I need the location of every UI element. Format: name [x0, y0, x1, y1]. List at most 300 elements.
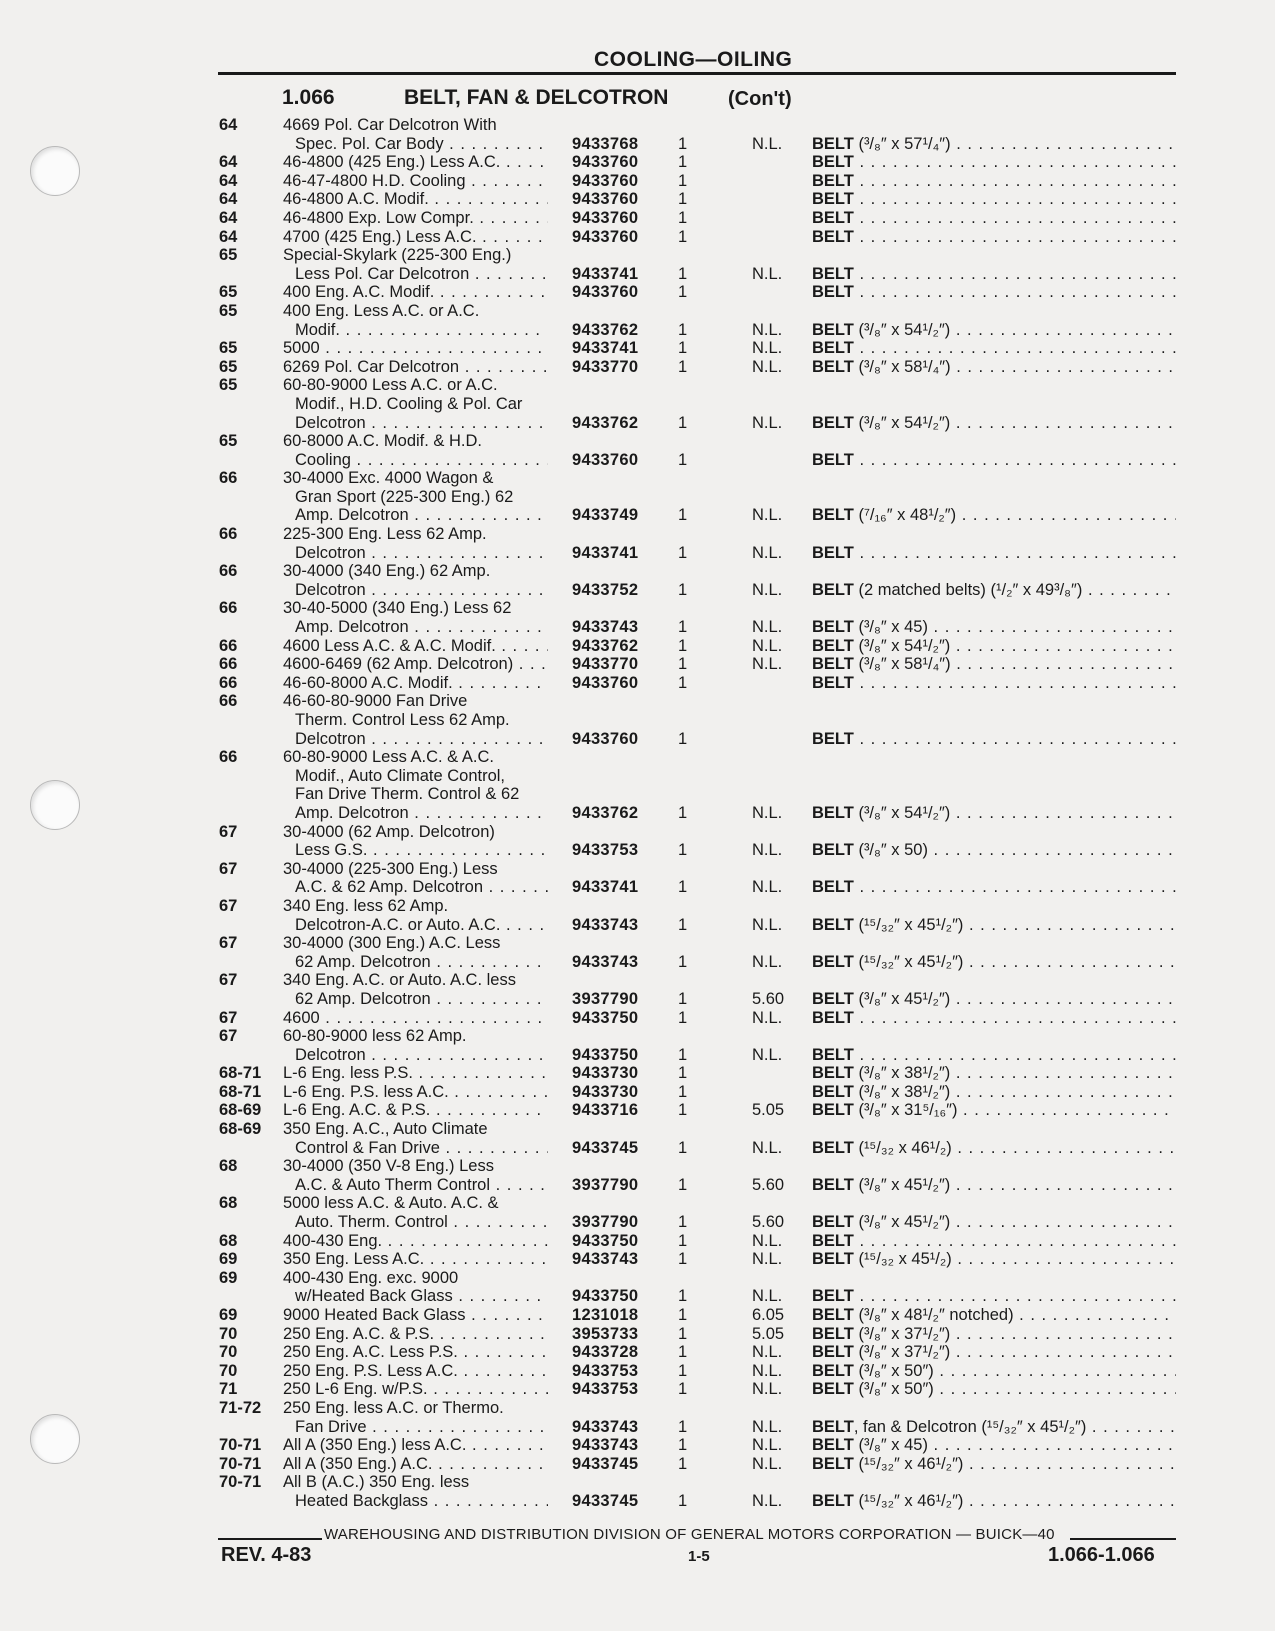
application-description: 4600-6469 (62 Amp. Delcotron) . . . — [283, 655, 548, 673]
item-description: BELT (³/₈″ x 54¹/₂″) . . . — [812, 804, 1176, 822]
description-cell — [283, 1306, 548, 1325]
item-cell — [812, 1492, 1176, 1511]
description-cell — [295, 451, 548, 470]
application-description: L-6 Eng. less P.S. . . . — [283, 1064, 548, 1082]
application-description: 5000 less A.C. & Auto. A.C. & — [283, 1194, 499, 1213]
description-cell — [283, 1120, 548, 1139]
quantity: 1 — [678, 636, 688, 655]
application-description: 350 Eng. Less A.C. . . . — [283, 1250, 548, 1268]
item-cell — [812, 1139, 1176, 1158]
application-description: 46-60-80-9000 Fan Drive — [283, 692, 468, 711]
description-cell — [283, 674, 548, 693]
table-row — [0, 599, 1275, 618]
quantity: 1 — [678, 1287, 688, 1306]
table-row — [0, 469, 1275, 488]
quantity: 1 — [678, 1306, 688, 1324]
part-number: 9433750 — [572, 1008, 639, 1027]
application-description: 30-4000 Exc. 4000 Wagon & — [283, 469, 494, 488]
quantity: 1 — [678, 673, 688, 692]
item-cell — [812, 172, 1176, 191]
quantity: 1 — [678, 227, 688, 246]
model-year: 68-69 — [219, 1101, 262, 1120]
item-cell — [812, 1418, 1176, 1437]
price: N.L. — [752, 134, 783, 153]
item-keyword: BELT — [812, 283, 854, 302]
description-cell — [295, 1213, 548, 1232]
application-description: 400 Eng. Less A.C. or A.C. — [283, 301, 480, 320]
quantity: 1 — [678, 190, 688, 209]
table-row — [0, 823, 1275, 842]
item-keyword: BELT — [812, 729, 854, 748]
table-row — [0, 1083, 1275, 1102]
table-row — [0, 1194, 1275, 1213]
item-cell — [812, 1232, 1176, 1251]
quantity: 1 — [678, 450, 688, 469]
item-keyword: BELT — [812, 357, 854, 376]
description-cell — [283, 1157, 548, 1176]
item-description: BELT (³/₈″ x 38¹/₂″) . . . — [812, 1083, 1176, 1101]
description-cell — [283, 1064, 548, 1083]
table-row — [0, 246, 1275, 265]
group-number: 1.066 — [282, 86, 335, 109]
item-description: BELT (³/₈″ x 50) . . . — [812, 841, 1176, 859]
footer-rule-left — [218, 1538, 322, 1540]
application-description: 62 Amp. Delcotron . . . — [295, 990, 548, 1008]
model-year: 64 — [219, 208, 238, 227]
quantity: 1 — [678, 543, 688, 562]
description-cell — [283, 358, 548, 377]
description-cell — [283, 1473, 548, 1492]
application-description: 4700 (425 Eng.) Less A.C. . . . — [283, 228, 548, 246]
price: N.L. — [752, 1250, 783, 1269]
price: N.L. — [752, 1361, 783, 1380]
item-cell — [812, 1455, 1176, 1474]
table-row — [0, 1232, 1275, 1251]
table-row — [0, 321, 1275, 340]
description-cell — [283, 1232, 548, 1251]
model-year: 68-69 — [219, 1120, 262, 1139]
table-row — [0, 1436, 1275, 1455]
table-row — [0, 190, 1275, 209]
application-description: 9000 Heated Back Glass . . . — [283, 1306, 548, 1324]
table-row — [0, 414, 1275, 433]
table-row — [0, 209, 1275, 228]
application-description: 60-8000 A.C. Modif. & H.D. — [283, 432, 483, 451]
part-number: 9433760 — [572, 729, 639, 748]
item-keyword: BELT — [812, 413, 854, 432]
application-description: Less G.S. . . . — [295, 841, 548, 859]
item-description: BELT (³/₈″ x 54¹/₂″) . . . — [812, 637, 1176, 655]
description-cell — [295, 581, 548, 600]
application-description: Delcotron-A.C. or Auto. A.C. . . . — [295, 916, 548, 934]
part-number: 9433750 — [572, 1287, 639, 1306]
table-row — [0, 376, 1275, 395]
item-description: BELT (³/₈″ x 45¹/₂″) . . . — [812, 1213, 1176, 1231]
item-description — [812, 228, 1176, 246]
description-cell — [295, 1492, 548, 1511]
quantity: 1 — [678, 506, 688, 525]
item-keyword: BELT — [812, 1101, 854, 1120]
item-description — [812, 190, 1176, 208]
description-cell — [283, 302, 548, 321]
application-description: Delcotron . . . — [295, 1046, 548, 1064]
model-year: 66 — [219, 469, 238, 488]
item-description: BELT (¹⁵/₃₂ x 46¹/₂) . . . — [812, 1139, 1176, 1157]
table-row — [0, 878, 1275, 897]
table-row — [0, 785, 1275, 804]
part-number: 9433760 — [572, 171, 639, 190]
quantity: 1 — [678, 1454, 688, 1473]
price: N.L. — [752, 580, 783, 599]
model-year: 66 — [219, 599, 238, 618]
table-row — [0, 1418, 1275, 1437]
table-row — [0, 971, 1275, 990]
description-cell — [283, 748, 548, 767]
item-description — [812, 1009, 1176, 1027]
item-cell — [812, 637, 1176, 656]
table-row — [0, 1046, 1275, 1065]
item-cell — [812, 1250, 1176, 1269]
item-cell — [812, 1213, 1176, 1232]
application-description: Modif. . . . — [295, 321, 548, 339]
model-year: 66 — [219, 636, 238, 655]
description-cell — [283, 692, 548, 711]
application-description: 340 Eng. A.C. or Auto. A.C. less — [283, 971, 516, 990]
table-row — [0, 581, 1275, 600]
item-keyword: BELT — [812, 803, 854, 822]
part-number: 9433762 — [572, 320, 639, 339]
application-description: 400-430 Eng. . . . — [283, 1232, 548, 1250]
application-description: w/Heated Back Glass . . . — [295, 1287, 548, 1305]
item-description — [812, 544, 1176, 562]
part-number: 3937790 — [572, 1175, 639, 1194]
section-title: COOLING—OILING — [594, 48, 793, 71]
item-cell — [812, 1101, 1176, 1120]
item-keyword: BELT — [812, 1417, 854, 1436]
part-number: 9433760 — [572, 450, 639, 469]
item-cell — [812, 1176, 1176, 1195]
application-description: 250 Eng. less A.C. or Thermo. — [283, 1398, 504, 1417]
part-number: 9433753 — [572, 1380, 639, 1399]
item-description: BELT (³/₈″ x 45¹/₂″) . . . — [812, 1176, 1176, 1194]
description-cell — [295, 711, 548, 730]
description-cell — [283, 1399, 548, 1418]
application-description: Delcotron . . . — [295, 730, 548, 748]
quantity: 1 — [678, 803, 688, 822]
application-description: Gran Sport (225-300 Eng.) 62 — [295, 487, 514, 506]
price: N.L. — [752, 1491, 783, 1510]
item-description — [812, 1287, 1176, 1305]
description-cell — [283, 525, 548, 544]
item-keyword: BELT — [812, 915, 854, 934]
description-cell — [283, 1250, 548, 1269]
item-keyword: BELT — [812, 1361, 854, 1380]
description-cell — [295, 321, 548, 340]
item-keyword: BELT — [812, 655, 854, 674]
quantity: 1 — [678, 171, 688, 190]
model-year: 64 — [219, 116, 238, 134]
part-number: 9433753 — [572, 841, 639, 860]
item-cell — [812, 1064, 1176, 1083]
part-number: 9433743 — [572, 1417, 639, 1436]
table-row — [0, 1176, 1275, 1195]
price: N.L. — [752, 1343, 783, 1362]
table-row — [0, 1157, 1275, 1176]
description-cell — [283, 1009, 548, 1028]
part-number: 9433750 — [572, 1045, 639, 1064]
quantity: 1 — [678, 1491, 688, 1510]
description-cell — [283, 432, 548, 451]
table-row — [0, 618, 1275, 637]
application-description: Modif., Auto Climate Control, — [295, 766, 506, 785]
part-number: 9433716 — [572, 1101, 639, 1120]
price: N.L. — [752, 543, 783, 562]
model-year: 68-71 — [219, 1064, 262, 1083]
item-cell — [812, 1362, 1176, 1381]
item-keyword: BELT — [812, 673, 854, 692]
quantity: 1 — [678, 1101, 688, 1120]
table-row — [0, 1250, 1275, 1269]
part-number: 9433745 — [572, 1138, 639, 1157]
description-cell — [283, 376, 548, 395]
item-keyword: BELT — [812, 878, 854, 897]
price: N.L. — [752, 1454, 783, 1473]
model-year: 67 — [219, 822, 238, 841]
table-row — [0, 860, 1275, 879]
item-description: BELT (³/₈″ x 45¹/₂″) . . . — [812, 990, 1176, 1008]
model-year: 70-71 — [219, 1436, 262, 1455]
model-year: 71 — [219, 1380, 238, 1399]
quantity: 1 — [678, 841, 688, 860]
table-row — [0, 674, 1275, 693]
application-description: 46-4800 A.C. Modif. . . . — [283, 190, 548, 208]
quantity: 1 — [678, 134, 688, 153]
item-keyword: BELT — [812, 208, 854, 227]
table-row — [0, 116, 1275, 135]
model-year: 70-71 — [219, 1454, 262, 1473]
application-description: 400 Eng. A.C. Modif. . . . — [283, 283, 548, 301]
item-cell — [812, 358, 1176, 377]
quantity: 1 — [678, 989, 688, 1008]
description-cell — [295, 1287, 548, 1306]
quantity: 1 — [678, 1082, 688, 1101]
price: N.L. — [752, 357, 783, 376]
table-row — [0, 1399, 1275, 1418]
table-row — [0, 953, 1275, 972]
application-description: 60-80-9000 Less A.C. or A.C. — [283, 376, 498, 395]
footer-rule-right — [1070, 1538, 1176, 1540]
item-description: BELT (³/₈″ x 50″) . . . — [812, 1362, 1176, 1380]
application-description: Delcotron . . . — [295, 414, 548, 432]
item-keyword: BELT — [812, 450, 854, 469]
table-row — [0, 451, 1275, 470]
table-row — [0, 302, 1275, 321]
table-row — [0, 544, 1275, 563]
item-description — [812, 283, 1176, 301]
application-description: 46-4800 (425 Eng.) Less A.C. . . . — [283, 153, 548, 171]
part-number: 9433753 — [572, 1361, 639, 1380]
item-keyword: BELT — [812, 134, 854, 153]
table-row — [0, 358, 1275, 377]
part-number: 9433760 — [572, 227, 639, 246]
application-description: 250 Eng. P.S. Less A.C. . . . — [283, 1362, 548, 1380]
item-keyword: BELT — [812, 171, 854, 190]
application-description: Cooling . . . — [295, 451, 548, 469]
table-row — [0, 1380, 1275, 1399]
model-year: 67 — [219, 896, 238, 915]
model-year: 67 — [219, 1027, 238, 1046]
application-description: 340 Eng. less 62 Amp. — [283, 896, 449, 915]
item-cell — [812, 451, 1176, 470]
description-cell — [283, 1343, 548, 1362]
item-keyword: BELT — [812, 339, 854, 358]
application-description: 4600 . . . — [283, 1009, 548, 1027]
model-year: 70-71 — [219, 1473, 262, 1492]
part-number: 9433760 — [572, 208, 639, 227]
application-description: Therm. Control Less 62 Amp. — [295, 711, 510, 729]
quantity: 1 — [678, 413, 688, 432]
item-keyword: BELT — [812, 1231, 854, 1250]
model-year: 65 — [219, 432, 238, 451]
part-number: 9433745 — [572, 1454, 639, 1473]
table-row — [0, 1139, 1275, 1158]
part-number: 9433752 — [572, 580, 639, 599]
application-description: Heated Backglass . . . — [295, 1492, 548, 1510]
item-keyword: BELT — [812, 1250, 854, 1269]
item-cell — [812, 953, 1176, 972]
model-year: 66 — [219, 525, 238, 544]
part-number: 9433730 — [572, 1082, 639, 1101]
table-row — [0, 655, 1275, 674]
quantity: 1 — [678, 1231, 688, 1250]
item-keyword: BELT — [812, 1306, 854, 1324]
quantity: 1 — [678, 952, 688, 971]
application-description: L-6 Eng. A.C. & P.S. . . . — [283, 1101, 548, 1119]
item-keyword: BELT — [812, 1287, 854, 1306]
item-keyword: BELT — [812, 1045, 854, 1064]
part-number: 9433743 — [572, 952, 639, 971]
item-cell — [812, 209, 1176, 228]
application-description: Spec. Pol. Car Body . . . — [295, 135, 548, 153]
group-range: 1.066-1.066 — [1048, 1544, 1155, 1566]
item-cell — [812, 618, 1176, 637]
quantity: 1 — [678, 264, 688, 283]
item-description: BELT (³/₈″ x 37¹/₂″) . . . — [812, 1325, 1176, 1343]
description-cell — [283, 1194, 548, 1213]
table-row — [0, 488, 1275, 507]
table-row — [0, 916, 1275, 935]
application-description: 4600 Less A.C. & A.C. Modif. . . . — [283, 637, 548, 655]
application-description: Amp. Delcotron . . . — [295, 618, 548, 636]
price: 6.05 — [752, 1306, 785, 1324]
price: N.L. — [752, 1417, 783, 1436]
description-cell — [283, 283, 548, 302]
application-description: Delcotron . . . — [295, 581, 548, 599]
part-number: 9433768 — [572, 134, 639, 153]
application-description: Modif., H.D. Cooling & Pol. Car — [295, 394, 523, 413]
part-number: 9433762 — [572, 413, 639, 432]
application-description: Fan Drive . . . — [295, 1418, 548, 1436]
application-description: A.C. & Auto Therm Control . . . — [295, 1176, 548, 1194]
model-year: 68 — [219, 1194, 238, 1213]
item-description — [812, 153, 1176, 171]
price: N.L. — [752, 803, 783, 822]
quantity: 1 — [678, 1343, 688, 1362]
quantity: 1 — [678, 320, 688, 339]
part-number: 3937790 — [572, 1213, 639, 1232]
item-description — [812, 878, 1176, 896]
item-keyword: BELT — [812, 841, 854, 860]
description-cell — [283, 116, 548, 135]
quantity: 1 — [678, 1008, 688, 1027]
description-cell — [295, 990, 548, 1009]
item-description: BELT (³/₈″ x 45) . . . — [812, 1436, 1176, 1454]
description-cell — [295, 841, 548, 860]
quantity: 1 — [678, 1213, 688, 1232]
group-title: BELT, FAN & DELCOTRON — [404, 86, 669, 109]
item-cell — [812, 414, 1176, 433]
part-number: 9433750 — [572, 1231, 639, 1250]
item-cell — [812, 581, 1176, 600]
application-description: 400-430 Eng. exc. 9000 — [283, 1268, 459, 1287]
item-keyword: BELT — [812, 1436, 854, 1455]
price: N.L. — [752, 841, 783, 860]
price: N.L. — [752, 878, 783, 897]
table-row — [0, 692, 1275, 711]
part-number: 9433745 — [572, 1491, 639, 1510]
description-cell — [283, 1083, 548, 1102]
item-keyword: BELT — [812, 320, 854, 339]
table-row — [0, 1101, 1275, 1120]
model-year: 64 — [219, 153, 238, 172]
item-keyword: BELT — [812, 1324, 854, 1343]
table-row — [0, 1343, 1275, 1362]
description-cell — [295, 1418, 548, 1437]
item-cell — [812, 1325, 1176, 1344]
table-row — [0, 1287, 1275, 1306]
description-cell — [283, 1380, 548, 1399]
item-description: BELT (³/₈″ x 57¹/₄″) . . . — [812, 135, 1176, 153]
description-cell — [283, 897, 548, 916]
model-year: 64 — [219, 227, 238, 246]
item-cell — [812, 135, 1176, 154]
continued-label: (Con't) — [728, 88, 792, 110]
item-cell — [812, 190, 1176, 209]
table-row — [0, 506, 1275, 525]
application-description: Auto. Therm. Control . . . — [295, 1213, 548, 1231]
item-description — [812, 1232, 1176, 1250]
item-keyword: BELT — [812, 1064, 854, 1083]
table-row — [0, 1455, 1275, 1474]
table-row — [0, 135, 1275, 154]
table-row — [0, 228, 1275, 247]
application-description: 62 Amp. Delcotron . . . — [295, 953, 548, 971]
item-cell — [812, 339, 1176, 358]
item-description: BELT (³/₈″ x 58¹/₄″) . . . — [812, 655, 1176, 673]
table-row — [0, 1473, 1275, 1492]
item-cell — [812, 506, 1176, 525]
item-cell — [812, 841, 1176, 860]
part-number: 9433760 — [572, 283, 639, 302]
quantity: 1 — [678, 339, 688, 358]
item-cell — [812, 1009, 1176, 1028]
application-description: L-6 Eng. P.S. less A.C. . . . — [283, 1083, 548, 1101]
model-year: 65 — [219, 301, 238, 320]
item-cell — [812, 1083, 1176, 1102]
table-row — [0, 711, 1275, 730]
model-year: 64 — [219, 190, 238, 209]
price: N.L. — [752, 1008, 783, 1027]
